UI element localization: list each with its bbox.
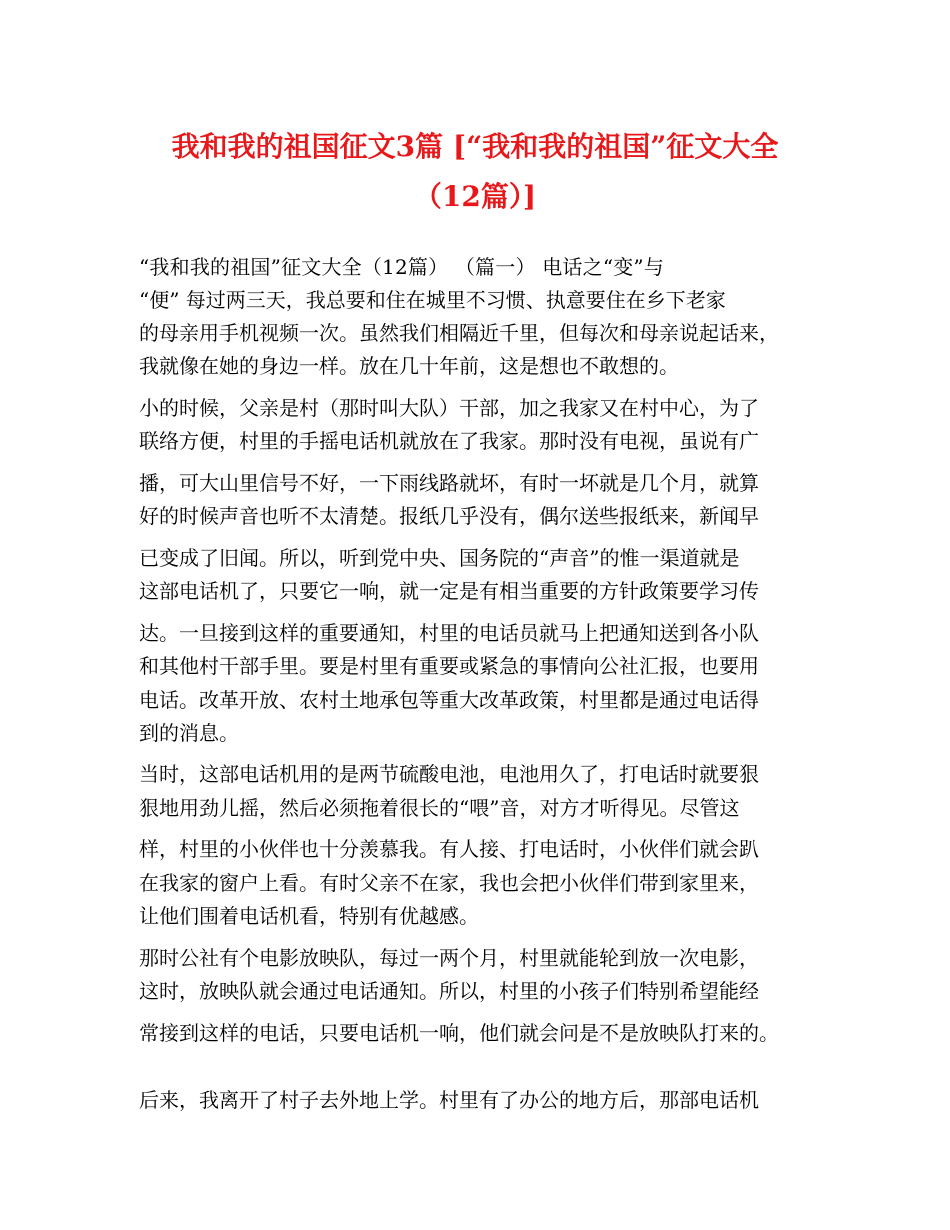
body-line-18: 在我家的窗户上看。有时父亲不在家，我也会把小伙伴们带到家里来， xyxy=(139,871,759,895)
body-line-20: 那时公社有个电影放映队，每过一两个月，村里就能轮到放一次电影， xyxy=(139,946,759,970)
body-line-14: 到的消息。 xyxy=(139,721,239,745)
body-line-1: “我和我的祖国”征文大全（12篇） （篇一） 电话之“变”与 xyxy=(139,255,665,279)
body-line-8: 好的时候声音也听不太清楚。报纸几乎没有，偶尔送些报纸来，新闻早 xyxy=(139,504,759,528)
body-line-5: 小的时候，父亲是村（那时叫大队）干部，加之我家又在村中心，为了 xyxy=(139,396,759,420)
body-line-12: 和其他村干部手里。要是村里有重要或紧急的事情向公社汇报，也要用 xyxy=(139,654,759,678)
body-line-11: 达。一旦接到这样的重要通知，村里的电话员就马上把通知送到各小队 xyxy=(139,621,759,645)
body-line-17: 样，村里的小伙伴也十分羡慕我。有人接、打电话时，小伙伴们就会趴 xyxy=(139,837,759,861)
body-line-19: 让他们围着电话机看，特别有优越感。 xyxy=(139,904,479,928)
body-line-6: 联络方便，村里的手摇电话机就放在了我家。那时没有电视，虽说有广 xyxy=(139,429,759,453)
body-line-10: 这部电话机了，只要它一响，就一定是有相当重要的方针政策要学习传 xyxy=(139,579,759,603)
body-line-21: 这时，放映队就会通过电话通知。所以，村里的小孩子们特别希望能经 xyxy=(139,979,759,1003)
document-title-line-1: 我和我的祖国征文3篇 [“我和我的祖国”征文大全 xyxy=(171,130,779,163)
body-line-4: 我就像在她的身边一样。放在几十年前，这是想也不敢想的。 xyxy=(139,354,679,378)
body-line-9: 已变成了旧闻。所以，听到党中央、国务院的“声音”的惟一渠道就是 xyxy=(139,546,740,570)
body-line-3: 的母亲用手机视频一次。虽然我们相隔近千里，但每次和母亲说起话来， xyxy=(139,321,779,345)
body-line-23: 后来，我离开了村子去外地上学。村里有了办公的地方后，那部电话机 xyxy=(139,1088,759,1112)
body-line-2: “便” 每过两三天，我总要和住在城里不习惯、执意要住在乡下老家 xyxy=(139,288,726,312)
document-title-line-2: （12篇）] xyxy=(413,180,537,213)
body-line-22: 常接到这样的电话，只要电话机一响，他们就会问是不是放映队打来的。 xyxy=(139,1021,779,1045)
body-line-7: 播，可大山里信号不好，一下雨线路就坏，有时一坏就是几个月，就算 xyxy=(139,471,759,495)
body-line-13: 电话。改革开放、农村土地承包等重大改革政策，村里都是通过电话得 xyxy=(139,688,759,712)
body-line-16: 狠地用劲儿摇，然后必须拖着很长的“喂”音，对方才听得见。尽管这 xyxy=(139,796,740,820)
body-line-15: 当时，这部电话机用的是两节硫酸电池，电池用久了，打电话时就要狠 xyxy=(139,762,759,786)
